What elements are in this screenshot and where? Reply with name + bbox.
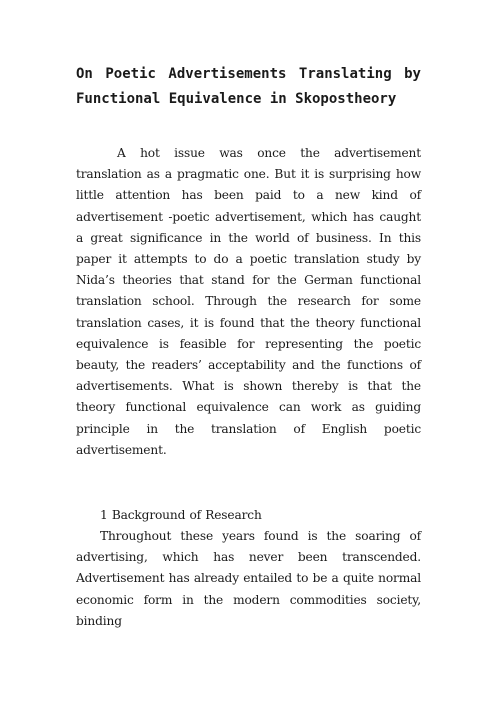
title-line-1: On Poetic Advertisements Translating by <box>76 66 421 82</box>
section-heading: 1 Background of Research <box>100 508 262 522</box>
section-paragraph: Throughout these years found is the soaring of advertising, which has never been transcended. Advertisement has already entailed to be a quite normal economic form in the modern commodities society, binding <box>76 529 421 628</box>
title-line-2: Functional Equivalence in Skopostheory <box>76 91 397 107</box>
document-title <box>76 62 421 112</box>
abstract-paragraph: A hot issue was once the advertisement translation as a pragmatic one. But it is surprising how little attention has been paid to a new kind of advertisement -poetic advertisement, which has caught a great significance in the world of business. In this paper it attempts to do a poetic translation study by Nida’s theories that stand for the German functional translation school. Through the research for some translation cases, it is found that the theory functional equivalence is feasible for representing the poetic beauty, the readers’ acceptability and the functions of advertisements. What is shown thereby is that the theory functional equivalence can work as guiding principle in the translation of English poetic advertisement. <box>76 146 421 457</box>
